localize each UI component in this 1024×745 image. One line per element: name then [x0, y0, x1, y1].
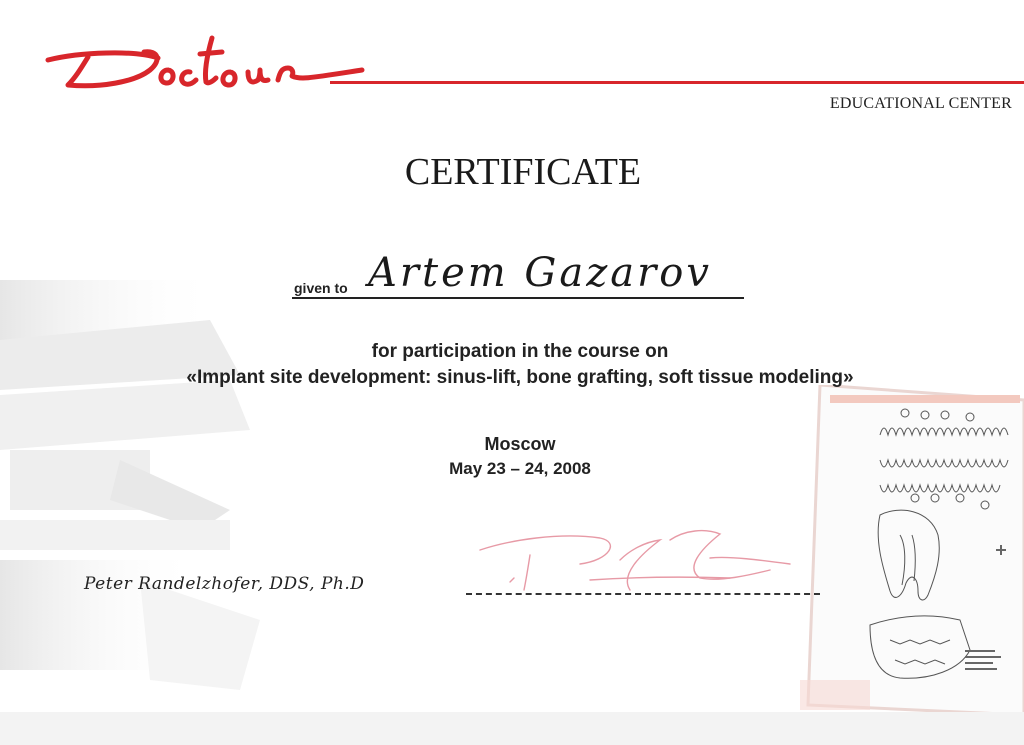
recipient-underline [292, 297, 744, 299]
bottom-edge [0, 712, 1024, 745]
doctour-logo [40, 30, 370, 100]
event-dates: May 23 – 24, 2008 [449, 459, 591, 478]
signer-name: Peter Randelzhofer, DDS, Ph.D [84, 574, 365, 594]
given-to-label: given to [294, 280, 348, 296]
recipient-name: Artem Gazarov [368, 250, 712, 296]
header-rule [330, 81, 1024, 84]
course-name: «Implant site development: sinus-lift, bone grafting, soft tissue modeling» [186, 367, 854, 388]
certificate-title: CERTIFICATE [404, 151, 642, 193]
course-intro: for participation in the course on [371, 341, 669, 362]
educational-center-label: EDUCATIONAL CENTER [829, 95, 1012, 112]
event-city: Moscow [484, 434, 556, 454]
handwritten-signature [470, 520, 810, 595]
